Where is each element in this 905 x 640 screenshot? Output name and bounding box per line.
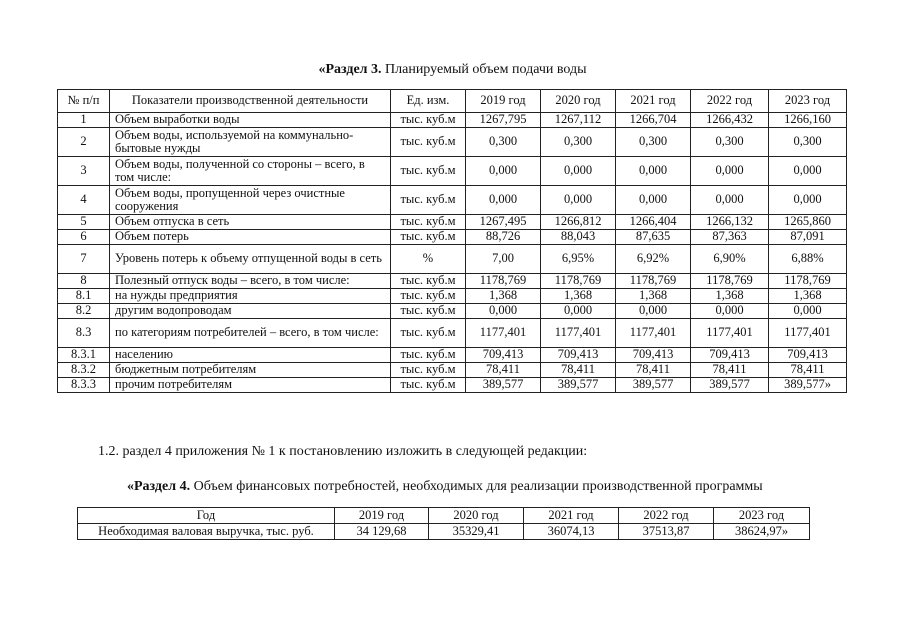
value-cell: 1266,812: [541, 215, 616, 230]
row-number: 8.3: [58, 319, 110, 348]
unit-cell: тыс. куб.м: [391, 215, 466, 230]
value-cell: 1177,401: [769, 319, 847, 348]
table-row: [58, 319, 847, 348]
value-cell: 88,726: [466, 230, 541, 245]
value-cell: 1267,495: [466, 215, 541, 230]
unit-cell: тыс. куб.м: [391, 348, 466, 363]
finance-value-cell: 36074,13: [524, 524, 619, 540]
unit-cell: %: [391, 245, 466, 274]
value-cell: 87,635: [616, 230, 691, 245]
value-cell: 1177,401: [691, 319, 769, 348]
value-cell: 1266,704: [616, 113, 691, 128]
table-row: [58, 348, 847, 363]
value-cell: 709,413: [616, 348, 691, 363]
column-header: 2020 год: [541, 90, 616, 113]
finance-row-label: Необходимая валовая выручка, тыс. руб.: [78, 524, 335, 540]
value-cell: 1,368: [769, 289, 847, 304]
table-row: [58, 215, 847, 230]
finance-value-cell: 38624,97»: [714, 524, 810, 540]
value-cell: 6,95%: [541, 245, 616, 274]
value-cell: 1178,769: [541, 274, 616, 289]
value-cell: 1177,401: [541, 319, 616, 348]
indicator-name: другим водопроводам: [110, 304, 391, 319]
value-cell: 1177,401: [466, 319, 541, 348]
value-cell: 389,577: [541, 378, 616, 393]
table-row: [58, 230, 847, 245]
finance-value-cell: 34 129,68: [335, 524, 429, 540]
value-cell: 0,300: [691, 128, 769, 157]
value-cell: 0,000: [466, 186, 541, 215]
row-number: 7: [58, 245, 110, 274]
column-header: 2021 год: [616, 90, 691, 113]
value-cell: 1266,132: [691, 215, 769, 230]
value-cell: 709,413: [541, 348, 616, 363]
value-cell: 1266,160: [769, 113, 847, 128]
finance-data-row: [78, 524, 810, 540]
table-row: [58, 128, 847, 157]
value-cell: 0,000: [769, 157, 847, 186]
indicator-name: Объем воды, используемой на коммунально-бытовые нужды: [110, 128, 391, 157]
value-cell: 0,000: [691, 186, 769, 215]
unit-cell: тыс. куб.м: [391, 186, 466, 215]
value-cell: 709,413: [769, 348, 847, 363]
section3-title-bold: «Раздел 3.: [318, 62, 382, 77]
unit-cell: тыс. куб.м: [391, 289, 466, 304]
unit-cell: тыс. куб.м: [391, 128, 466, 157]
finance-header-cell: 2019 год: [335, 508, 429, 524]
value-cell: 1178,769: [769, 274, 847, 289]
section4-title: [127, 479, 763, 495]
finance-header-cell: Год: [78, 508, 335, 524]
value-cell: 0,000: [466, 304, 541, 319]
value-cell: 78,411: [769, 363, 847, 378]
table-row: [58, 113, 847, 128]
value-cell: 78,411: [691, 363, 769, 378]
finance-value-cell: 35329,41: [429, 524, 524, 540]
value-cell: 0,000: [616, 304, 691, 319]
paragraph-text: 1.2. раздел 4 приложения № 1 к постановлению изложить в следующей редакции:: [98, 444, 588, 459]
table-row: [58, 274, 847, 289]
value-cell: 78,411: [541, 363, 616, 378]
row-number: 5: [58, 215, 110, 230]
value-cell: 1265,860: [769, 215, 847, 230]
value-cell: 1266,404: [616, 215, 691, 230]
indicator-name: населению: [110, 348, 391, 363]
unit-cell: тыс. куб.м: [391, 378, 466, 393]
value-cell: 1267,795: [466, 113, 541, 128]
value-cell: 1178,769: [466, 274, 541, 289]
row-number: 8: [58, 274, 110, 289]
section3-title-rest: Планируемый объем подачи воды: [381, 62, 587, 77]
indicator-name: Объем выработки воды: [110, 113, 391, 128]
row-number: 8.3.2: [58, 363, 110, 378]
unit-cell: тыс. куб.м: [391, 230, 466, 245]
value-cell: 389,577: [691, 378, 769, 393]
table-row: [58, 289, 847, 304]
column-header: Показатели производственной деятельности: [110, 90, 391, 113]
finance-header-cell: 2022 год: [619, 508, 714, 524]
value-cell: 1266,432: [691, 113, 769, 128]
value-cell: 1,368: [466, 289, 541, 304]
indicator-name: бюджетным потребителям: [110, 363, 391, 378]
value-cell: 0,000: [541, 157, 616, 186]
unit-cell: тыс. куб.м: [391, 304, 466, 319]
value-cell: 6,88%: [769, 245, 847, 274]
value-cell: 0,000: [541, 186, 616, 215]
indicator-name: прочим потребителям: [110, 378, 391, 393]
row-number: 8.3.3: [58, 378, 110, 393]
table-header-row: [58, 90, 847, 113]
finance-header-cell: 2020 год: [429, 508, 524, 524]
value-cell: 709,413: [466, 348, 541, 363]
row-number: 4: [58, 186, 110, 215]
unit-cell: тыс. куб.м: [391, 274, 466, 289]
value-cell: 87,091: [769, 230, 847, 245]
table-row: [58, 378, 847, 393]
value-cell: 1267,112: [541, 113, 616, 128]
value-cell: 0,000: [691, 304, 769, 319]
indicator-name: Полезный отпуск воды – всего, в том числе:: [110, 274, 391, 289]
water-supply-table: [57, 89, 847, 393]
value-cell: 0,000: [769, 304, 847, 319]
value-cell: 1178,769: [616, 274, 691, 289]
value-cell: 1177,401: [616, 319, 691, 348]
value-cell: 87,363: [691, 230, 769, 245]
unit-cell: тыс. куб.м: [391, 319, 466, 348]
column-header: Ед. изм.: [391, 90, 466, 113]
value-cell: 0,000: [691, 157, 769, 186]
row-number: 6: [58, 230, 110, 245]
unit-cell: тыс. куб.м: [391, 113, 466, 128]
indicator-name: Уровень потерь к объему отпущенной воды в сеть: [110, 245, 391, 274]
row-number: 8.1: [58, 289, 110, 304]
value-cell: 0,000: [466, 157, 541, 186]
value-cell: 0,000: [769, 186, 847, 215]
value-cell: 7,00: [466, 245, 541, 274]
column-header: 2022 год: [691, 90, 769, 113]
row-number: 2: [58, 128, 110, 157]
value-cell: 0,000: [616, 157, 691, 186]
finance-header-cell: 2023 год: [714, 508, 810, 524]
value-cell: 1178,769: [691, 274, 769, 289]
value-cell: 0,000: [616, 186, 691, 215]
value-cell: 1,368: [541, 289, 616, 304]
finance-header-cell: 2021 год: [524, 508, 619, 524]
row-number: 1: [58, 113, 110, 128]
value-cell: 389,577»: [769, 378, 847, 393]
table-row: [58, 157, 847, 186]
value-cell: 78,411: [616, 363, 691, 378]
value-cell: 709,413: [691, 348, 769, 363]
table-row: [58, 363, 847, 378]
row-number: 8.3.1: [58, 348, 110, 363]
value-cell: 88,043: [541, 230, 616, 245]
table-row: [58, 186, 847, 215]
value-cell: 1,368: [616, 289, 691, 304]
value-cell: 1,368: [691, 289, 769, 304]
section3-title: [0, 62, 905, 78]
table-row: [58, 245, 847, 274]
column-header: № п/п: [58, 90, 110, 113]
value-cell: 6,90%: [691, 245, 769, 274]
value-cell: 389,577: [466, 378, 541, 393]
indicator-name: по категориям потребителей – всего, в том числе:: [110, 319, 391, 348]
row-number: 3: [58, 157, 110, 186]
indicator-name: Объем потерь: [110, 230, 391, 245]
value-cell: 389,577: [616, 378, 691, 393]
row-number: 8.2: [58, 304, 110, 319]
value-cell: 6,92%: [616, 245, 691, 274]
section4-title-bold: «Раздел 4.: [127, 479, 191, 494]
indicator-name: Объем воды, полученной со стороны – всего, в том числе:: [110, 157, 391, 186]
value-cell: 0,300: [541, 128, 616, 157]
value-cell: 0,300: [769, 128, 847, 157]
finance-header-row: [78, 508, 810, 524]
value-cell: 0,300: [616, 128, 691, 157]
table-row: [58, 304, 847, 319]
indicator-name: Объем отпуска в сеть: [110, 215, 391, 230]
indicator-name: на нужды предприятия: [110, 289, 391, 304]
finance-table: [77, 507, 810, 540]
value-cell: 0,300: [466, 128, 541, 157]
indicator-name: Объем воды, пропущенной через очистные сооружения: [110, 186, 391, 215]
unit-cell: тыс. куб.м: [391, 363, 466, 378]
finance-value-cell: 37513,87: [619, 524, 714, 540]
value-cell: 0,000: [541, 304, 616, 319]
value-cell: 78,411: [466, 363, 541, 378]
unit-cell: тыс. куб.м: [391, 157, 466, 186]
column-header: 2023 год: [769, 90, 847, 113]
column-header: 2019 год: [466, 90, 541, 113]
section4-title-rest: Объем финансовых потребностей, необходимых для реализации производственной программы: [190, 479, 763, 494]
